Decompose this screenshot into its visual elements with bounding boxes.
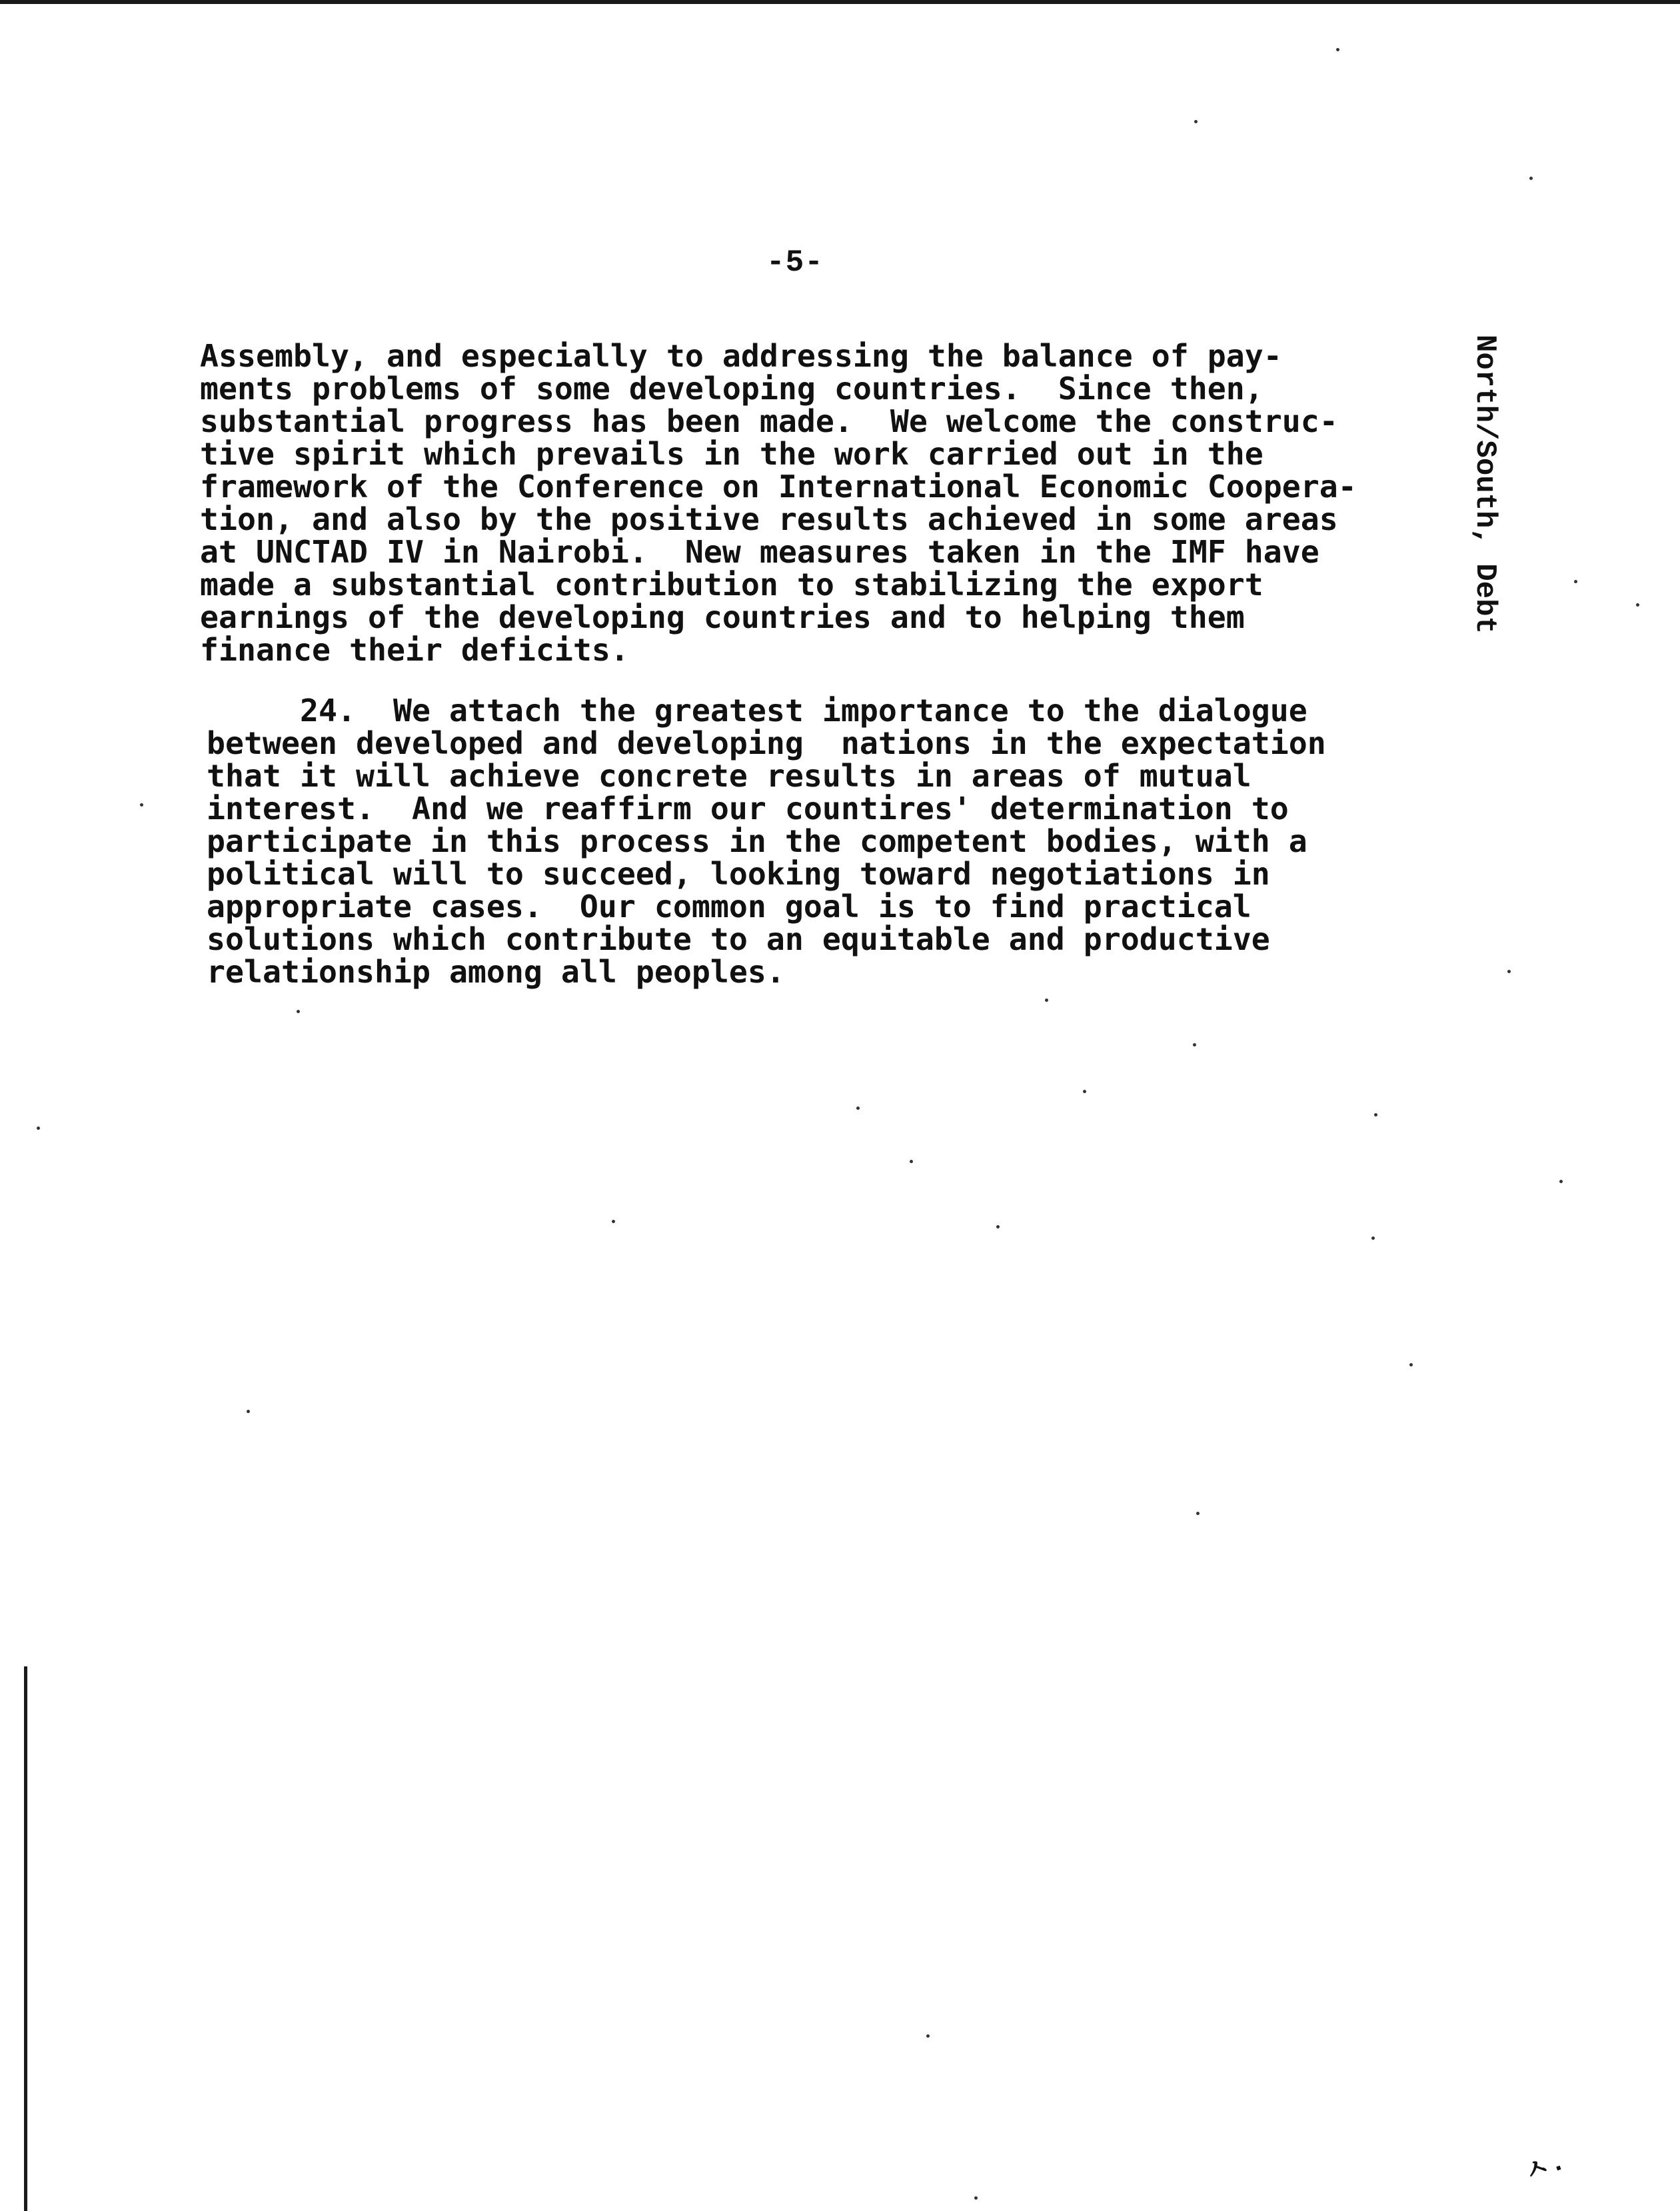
- scan-speck: [297, 1010, 300, 1013]
- text-line: relationship among all peoples.: [207, 954, 785, 990]
- scan-speck: [1636, 603, 1639, 607]
- paragraph-continuation: [200, 340, 1357, 667]
- text-line: 24. We attach the greatest importance to the dialogue: [207, 693, 1307, 729]
- scan-speck: [247, 1410, 250, 1413]
- text-line: at UNCTAD IV in Nairobi. New measures taken in the IMF have: [200, 534, 1319, 570]
- text-line: framework of the Conference on International Economic Coopera-: [200, 469, 1357, 505]
- paragraph-24: [207, 695, 1326, 989]
- text-line: interest. And we reaffirm our countires' determination to: [207, 791, 1289, 827]
- scan-speck: [612, 1220, 615, 1223]
- scan-speck: [1409, 1363, 1413, 1366]
- scan-speck: [1193, 1043, 1196, 1047]
- scan-speck: [974, 2196, 978, 2200]
- text-line: finance their deficits.: [200, 632, 629, 668]
- side-label: North/South, Debt: [1468, 335, 1501, 634]
- text-line: tion, and also by the positive results achieved in some areas: [200, 501, 1338, 537]
- scan-speck: [926, 2034, 930, 2038]
- page-number: -5-: [766, 245, 824, 280]
- text-line: participate in this process in the competent bodies, with a: [207, 823, 1307, 859]
- scan-speck: [1559, 1180, 1563, 1183]
- scan-speck: [910, 1160, 913, 1163]
- text-line: solutions which contribute to an equitable and productive: [207, 921, 1270, 957]
- scan-speck: [996, 1225, 1000, 1228]
- top-scan-border: [0, 0, 1680, 4]
- text-line: appropriate cases. Our common goal is to find practical: [207, 889, 1252, 925]
- text-line: earnings of the developing countries and to helping them: [200, 599, 1245, 635]
- text-line: ments problems of some developing countries. Since then,: [200, 371, 1263, 407]
- scan-speck: [140, 803, 143, 807]
- scan-speck: [1374, 1113, 1377, 1116]
- text-line: between developed and developing nations in the expectation: [207, 725, 1326, 761]
- left-scan-border: [24, 1666, 27, 2211]
- scan-speck: [856, 1106, 860, 1110]
- scan-speck: [1574, 580, 1577, 583]
- text-line: Assembly, and especially to addressing the balance of pay-: [200, 338, 1282, 374]
- scan-speck: [37, 1126, 40, 1130]
- text-line: made a substantial contribution to stabilizing the export: [200, 567, 1263, 603]
- text-line: tive spirit which prevails in the work carried out in the: [200, 436, 1263, 472]
- scan-speck: [1196, 1512, 1200, 1515]
- scan-speck: [1371, 1236, 1375, 1240]
- scan-speck: [1529, 177, 1533, 180]
- scan-speck: [1507, 970, 1511, 973]
- text-line: political will to succeed, looking toward negotiations in: [207, 856, 1270, 892]
- scan-speck: [1336, 48, 1339, 51]
- text-line: that it will achieve concrete results in areas of mutual: [207, 758, 1252, 794]
- scan-speck: [1045, 999, 1048, 1002]
- scan-speck: [1194, 120, 1198, 123]
- scan-speck: [1083, 1090, 1086, 1093]
- text-line: substantial progress has been made. We welcome the construc-: [200, 403, 1338, 439]
- corner-mark: ㅅ.: [1520, 2147, 1570, 2190]
